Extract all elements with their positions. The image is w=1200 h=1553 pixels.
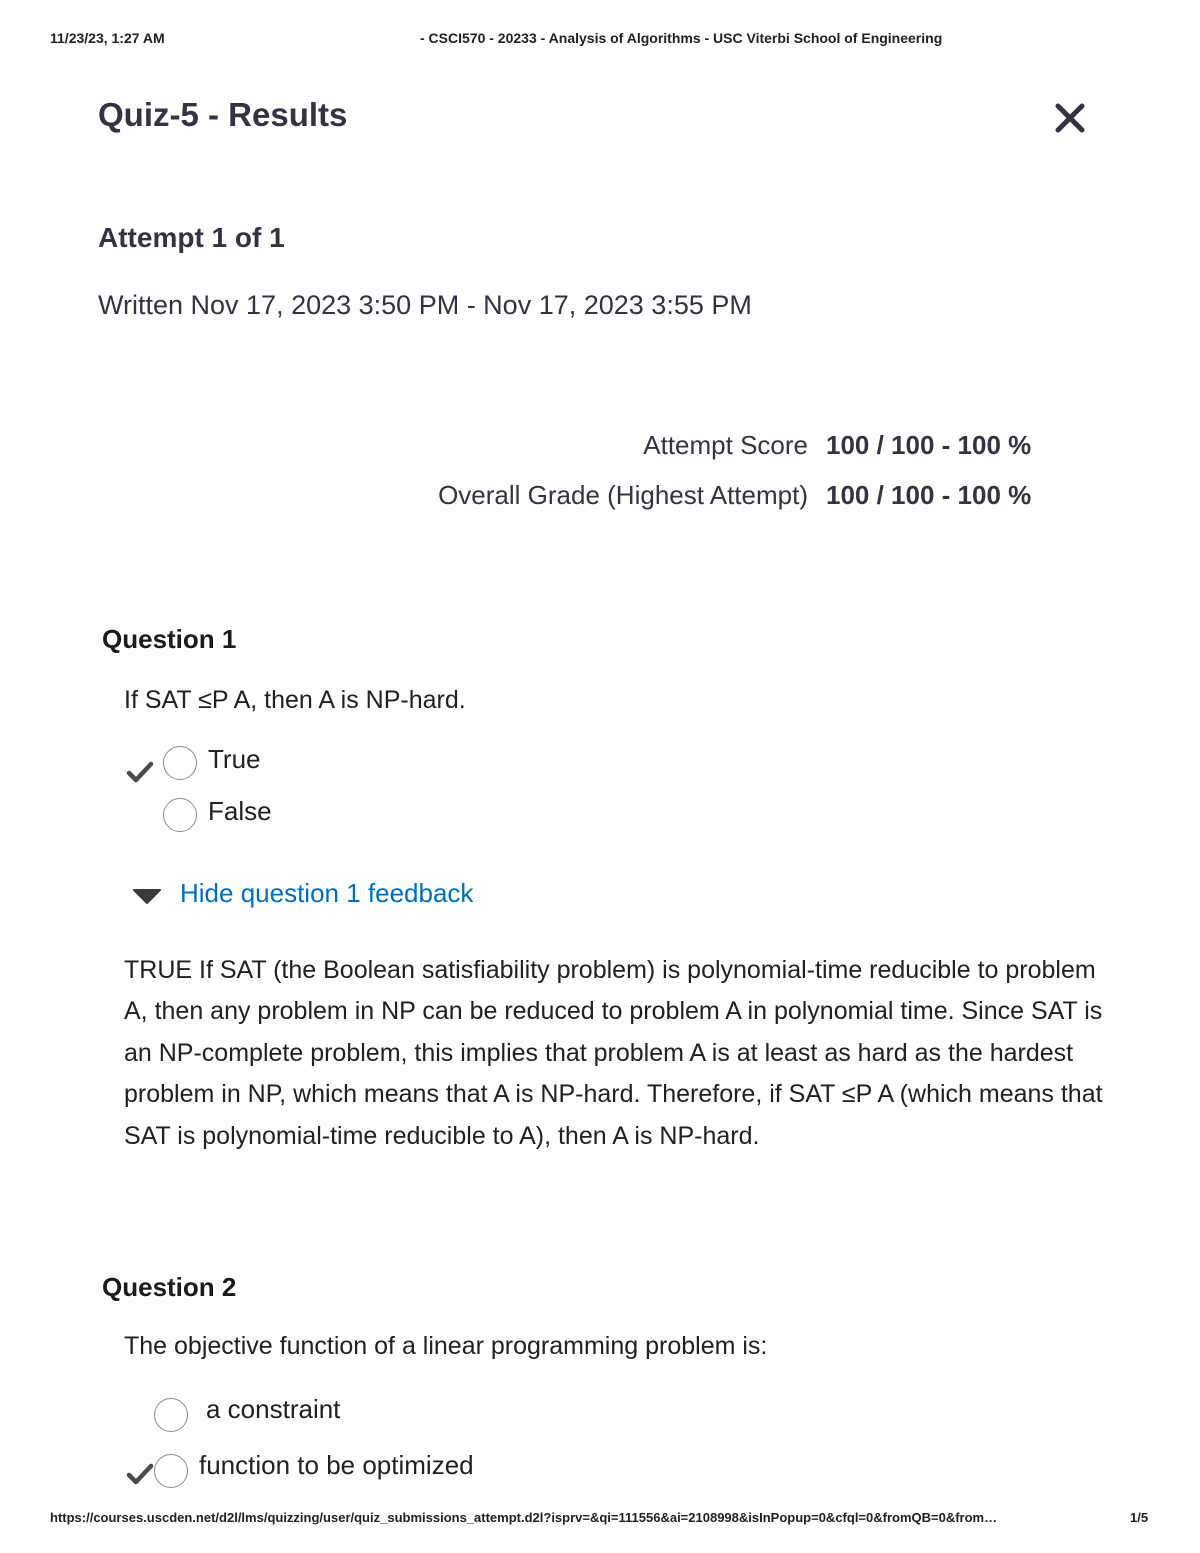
- print-url: https://courses.uscden.net/d2l/lms/quizzing/user/quiz_submissions_attempt.d2l?isprv=&qi=111556&ai=2108998&isInPopup=0&cfql=0&fromQB=0&from…: [50, 1510, 998, 1525]
- print-page-number: 1/5: [1130, 1510, 1149, 1525]
- attempt-score-label: Attempt Score: [643, 430, 808, 460]
- option-label: True: [208, 744, 261, 774]
- caret-down-icon: [132, 887, 162, 905]
- overall-grade-value: 100 / 100 - 100 %: [826, 480, 1032, 510]
- attempt-heading: Attempt 1 of 1: [98, 222, 285, 253]
- overall-grade-row: [300, 480, 1060, 516]
- attempt-score-row: [300, 430, 1060, 466]
- option-label: a constraint: [206, 1394, 341, 1424]
- question-2-option-function[interactable]: [126, 1450, 546, 1494]
- attempt-score-value: 100 / 100 - 100 %: [826, 430, 1032, 460]
- print-header: [0, 30, 1200, 50]
- page-title: Quiz-5 - Results: [98, 96, 348, 133]
- question-1-text: If SAT ≤P A, then A is NP-hard.: [124, 686, 466, 714]
- question-1-heading: Question 1: [102, 624, 237, 654]
- print-date: 11/23/23, 1:27 AM: [50, 30, 165, 46]
- checkmark-icon: [126, 1462, 154, 1486]
- close-button[interactable]: [1050, 98, 1090, 138]
- feedback-toggle-label: Hide question 1 feedback: [180, 878, 474, 908]
- option-label: function to be optimized: [199, 1450, 474, 1480]
- question-1-option-true[interactable]: [126, 746, 326, 786]
- question-2-text: The objective function of a linear programming problem is:: [124, 1332, 768, 1360]
- question-2-option-constraint[interactable]: [126, 1394, 426, 1438]
- print-footer: [0, 1510, 1200, 1530]
- radio-button[interactable]: [154, 1454, 188, 1488]
- close-icon: [1050, 98, 1090, 138]
- question-1-option-false[interactable]: [126, 798, 326, 838]
- print-page-title: - CSCI570 - 20233 - Analysis of Algorithms - USC Viterbi School of Engineering: [420, 30, 943, 46]
- written-timestamp: Written Nov 17, 2023 3:50 PM - Nov 17, 2023 3:55 PM: [98, 290, 752, 320]
- question-1-feedback: TRUE If SAT (the Boolean satisfiability problem) is polynomial-time reducible to problem A, then any problem in NP can be reduced to problem A in polynomial time. Since SAT is an NP-complete problem, this implies that problem A is at least as hard as the hardest problem in NP, which means that A is NP-hard. Therefore, if SAT ≤P A (which means that SAT is polynomial-time reducible to A), then A is NP-hard.: [124, 956, 1103, 1150]
- checkmark-icon: [126, 760, 154, 784]
- radio-button[interactable]: [154, 1398, 188, 1432]
- question-2-heading: Question 2: [102, 1272, 237, 1302]
- option-label: False: [208, 796, 272, 826]
- radio-button[interactable]: [163, 746, 197, 780]
- radio-button[interactable]: [163, 798, 197, 832]
- overall-grade-label: Overall Grade (Highest Attempt): [438, 480, 808, 510]
